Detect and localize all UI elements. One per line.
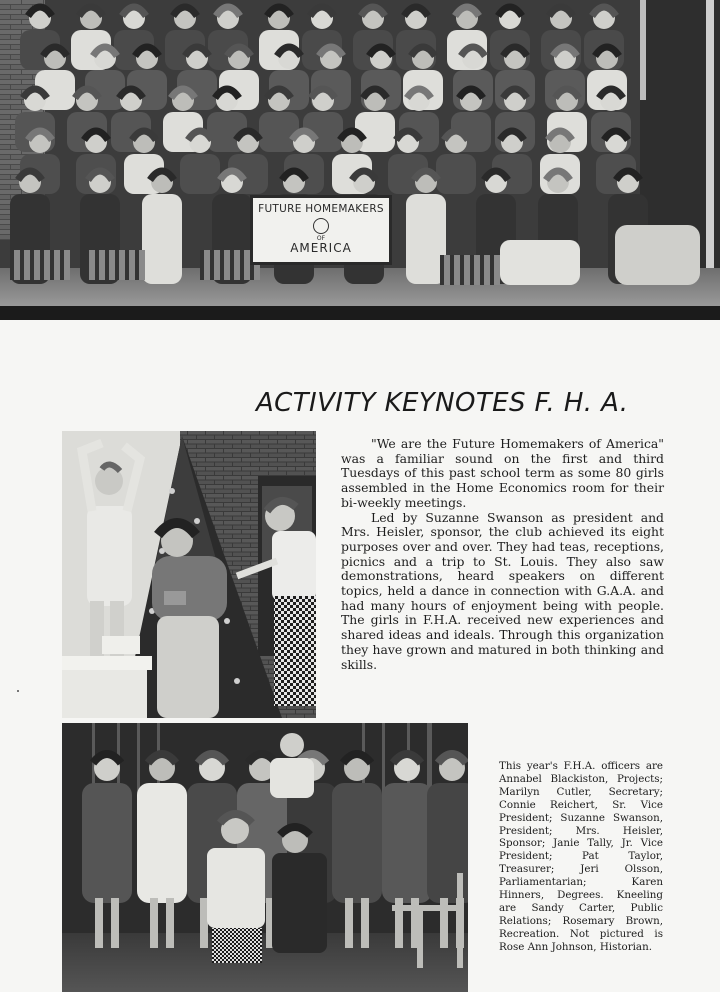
- photo-caption: This year's F.H.A. officers are Annabel Blackiston, Projects; Marilyn Cutler, Secretary; Connie Reichert, Sr. Vice President; Suzanne Swanson, President; Mrs. Heisler, Sponsor; Janie Tally, Jr. Vice President; Pat Taylor, Treasurer; Jeri Olsson, Parliamentarian; Karen Hinners, Degrees. Kneeling are Sandy Carter, Public Relations; Rosemary Brown, Recreation. Not pictured is Rose Ann Johnson, Historian.: [499, 760, 663, 953]
- article-paragraph-1: "We are the Future Homemakers of America" was a familiar sound on the first and third Tuesdays of this past school term as some 80 girls assembled in the Home Economics room for their bi-weekly meetings.: [341, 436, 664, 510]
- article-body: [341, 437, 664, 672]
- scan-speck: [17, 690, 19, 692]
- banner-line-2: OF: [316, 235, 326, 242]
- fha-banner: [250, 195, 392, 265]
- christmas-tree-image: [62, 431, 316, 718]
- banner-line-1: FUTURE HOMEMAKERS: [258, 203, 384, 215]
- article-paragraph-2: Led by Suzanne Swanson as president and Mrs. Heisler, sponsor, the club achieved its eight purposes over and over. They had teas, receptions, picnics and a trip to St. Louis. They also saw demonstrations, heard speakers on different topics, held a dance in connection with G.A.A. and had many hours of enjoyment being with people. The girls in F.H.A. received new experiences and shared ideas and ideals. Through this organization they have grown and matured in both thinking and skills.: [341, 509, 664, 672]
- photo-bottom-border: [0, 306, 720, 320]
- christmas-tree-photo: [62, 431, 316, 718]
- officers-image: [62, 723, 468, 992]
- top-group-photo: [0, 0, 720, 307]
- fha-emblem-icon: [313, 218, 329, 234]
- banner-line-3: AMERICA: [290, 241, 352, 255]
- page-title: ACTIVITY KEYNOTES F. H. A.: [256, 388, 629, 418]
- officers-photo: [62, 723, 468, 992]
